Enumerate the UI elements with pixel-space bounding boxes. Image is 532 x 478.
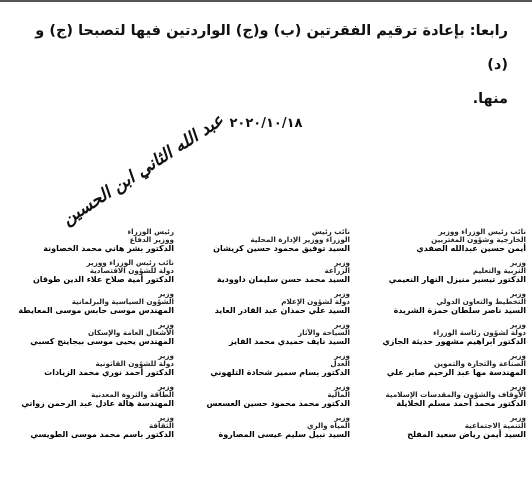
minister-title-line: وزير (158, 321, 174, 329)
minister-entry (354, 352, 530, 383)
minister-title-line: وزير (158, 383, 174, 391)
minister-name: السيد توفيق محمود حسين كريشان (213, 244, 350, 253)
ministers-signature-grid (2, 228, 530, 476)
minister-title-line: المالية (327, 390, 350, 399)
minister-name: أيمن حسين عبدالله الصفدي (416, 244, 526, 253)
minister-title-line: ووزير الدفاع (129, 235, 174, 244)
minister-entry (178, 383, 354, 414)
minister-title-line: وزير (510, 352, 526, 360)
minister-name: السيد نبيل سليم عيسى المصاروة (218, 430, 350, 439)
minister-entry (354, 321, 530, 352)
minister-title-line: دولة لشؤون رئاسة الوزراء (433, 328, 526, 337)
minister-title-line: وزير (510, 259, 526, 267)
top-border-line (0, 0, 532, 2)
minister-name: السيد علي حمدان عبد القادر العايد (214, 306, 350, 315)
decree-date: ٢٠٢٠/١٠/١٨ (229, 116, 303, 131)
minister-name: الدكتور أحمد نوري محمد الزيادات (44, 368, 174, 377)
minister-title-line: وزير (158, 290, 174, 298)
minister-title-line: الوزراء ووزير الإدارة المحلية (250, 235, 350, 244)
minister-title-line: الأشغال العامة والإسكان (88, 328, 174, 337)
minister-entry (178, 414, 354, 445)
minister-title-line: رئيس الوزراء (127, 228, 174, 236)
minister-entry (354, 290, 530, 321)
minister-name: السيد نايف حميدي محمد الفايز (229, 337, 350, 346)
minister-title-line: الطاقة والثروة المعدنية (91, 390, 174, 399)
minister-name: السيد أيمن رياض سعيد المفلح (407, 430, 526, 439)
minister-title-line: وزير (510, 414, 526, 422)
minister-title-line: العدل (330, 359, 350, 368)
minister-entry (354, 383, 530, 414)
minister-title-line: المياه والري (306, 421, 350, 430)
minister-entry (2, 228, 178, 259)
minister-title-line: السياحة والآثار (298, 328, 350, 337)
minister-entry (2, 383, 178, 414)
minister-entry (2, 352, 178, 383)
minister-title-line: وزير (334, 383, 350, 391)
minister-entry (178, 321, 354, 352)
minister-title-line: نائب رئيس الوزراء ووزير (86, 259, 174, 267)
minister-title-line: وزير (510, 290, 526, 298)
minister-name: الدكتور بسام سمير شحادة التلهوني (210, 368, 350, 377)
minister-title-line: نائب رئيس الوزراء ووزير (438, 228, 526, 236)
minister-entry (2, 259, 178, 290)
minister-name: الدكتور تيسير منيزل النهار النعيمي (388, 275, 526, 284)
clause-line-1: رابعا: بإعادة ترقيم الفقرتين (ب) و(ج) الواردتين فيها لتصبحا (ج) و (د) (35, 23, 508, 73)
minister-name: المهندسة هالة عادل عبد الرحمن زواتي (21, 399, 174, 408)
minister-title-line: وزير (510, 321, 526, 329)
minister-title-line: وزير (334, 259, 350, 267)
minister-entry (354, 259, 530, 290)
minister-title-line: الشؤون السياسية والبرلمانية (71, 297, 174, 306)
minister-name: المهندسة مها عبد الرحيم صابر علي (386, 368, 526, 377)
minister-title-line: وزير (158, 352, 174, 360)
minister-title-line: دولة للشؤون القانونية (95, 359, 174, 368)
minister-title-line: الأوقاف والشؤون والمقدسات الإسلامية (385, 390, 526, 399)
minister-title-line: نائب رئيس (311, 228, 350, 236)
decree-clause (18, 14, 508, 116)
minister-entry (354, 414, 530, 445)
minister-name: السيد محمد حسن سليمان داوودية (216, 275, 350, 284)
minister-entry (178, 259, 354, 290)
minister-title-line: الخارجية وشؤون المغتربين (431, 235, 526, 244)
minister-title-line: وزير (334, 290, 350, 298)
minister-name: الدكتور أمية صلاح علاء الدين طوقان (32, 275, 174, 284)
minister-entry (2, 414, 178, 445)
minister-entry (178, 290, 354, 321)
royal-signature: عبد الله الثاني ابن الحسين (58, 110, 228, 230)
minister-name: الدكتور محمد محمود حسين العسعس (206, 399, 350, 408)
minister-title-line: وزير (334, 352, 350, 360)
minister-title-line: وزير (158, 414, 174, 422)
minister-title-line: الثقافة (148, 421, 174, 430)
minister-title-line: الزراعة (324, 266, 350, 275)
minister-title-line: دولة لشؤون الإعلام (281, 297, 350, 306)
minister-title-line: وزير (334, 414, 350, 422)
minister-title-line: التربية والتعليم (472, 266, 526, 275)
minister-entry (178, 352, 354, 383)
minister-title-line: التخطيط والتعاون الدولي (436, 297, 526, 306)
minister-entry (2, 321, 178, 352)
minister-title-line: التنمية الاجتماعية (464, 421, 526, 430)
minister-name: المهندس يحيى موسى بيجاينج كسبي (30, 337, 174, 346)
minister-name: الدكتور بشر هاني محمد الخصاونة (43, 244, 174, 253)
minister-name: الدكتور ابراهيم مشهور حديثة الجازي (382, 337, 526, 346)
minister-title-line: الصناعة والتجارة والتموين (433, 359, 526, 368)
clause-line-2: منها. (472, 91, 508, 107)
minister-entry (354, 228, 530, 259)
minister-title-line: دولة للشؤون الاقتصادية (89, 266, 174, 275)
minister-title-line: وزير (334, 321, 350, 329)
minister-entry (178, 228, 354, 259)
minister-title-line: وزير (510, 383, 526, 391)
minister-name: الدكتور باسم محمد موسى الطويسي (30, 430, 174, 439)
minister-name: السيد ناصر سلطان حمزة الشريدة (393, 306, 526, 315)
minister-name: المهندس موسى حابس موسى المعايطة (18, 306, 174, 315)
minister-entry (2, 290, 178, 321)
minister-name: الدكتور محمد أحمد مسلم الخلايلة (396, 399, 526, 408)
